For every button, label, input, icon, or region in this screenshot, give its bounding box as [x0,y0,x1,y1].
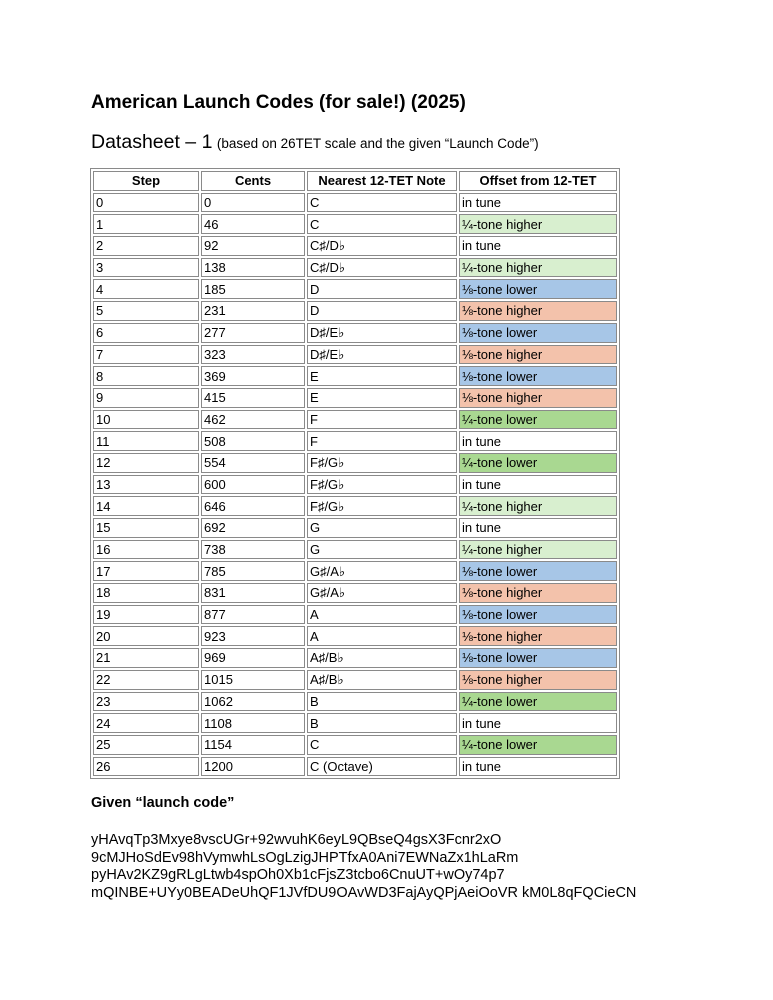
cell-nearest-note: D [307,301,457,321]
cell-offset: ⅛-tone lower [459,605,617,625]
cell-nearest-note: D♯/E♭ [307,323,457,343]
cell-nearest-note: G [307,518,457,538]
cell-cents: 785 [201,561,305,581]
table-row [93,757,617,777]
tuning-table [90,168,620,779]
cell-step: 5 [93,301,199,321]
header-offset: Offset from 12-TET [459,171,617,191]
cell-step: 24 [93,713,199,733]
table-row [93,193,617,213]
cell-offset: ⅛-tone higher [459,583,617,603]
cell-cents: 1200 [201,757,305,777]
cell-cents: 369 [201,366,305,386]
cell-offset: in tune [459,475,617,495]
launch-code-line: pyHAv2KZ9gRLgLtwb4spOh0Xb1cFjsZ3tcbo6CnuUT+wOy74p7 [91,867,505,883]
cell-nearest-note: C (Octave) [307,757,457,777]
cell-nearest-note: C [307,214,457,234]
cell-cents: 646 [201,496,305,516]
table-row [93,670,617,690]
table-row [93,431,617,451]
table-row [93,214,617,234]
cell-offset: in tune [459,236,617,256]
cell-step: 23 [93,692,199,712]
cell-offset: ⅛-tone higher [459,388,617,408]
cell-nearest-note: A [307,605,457,625]
cell-step: 8 [93,366,199,386]
table-row [93,605,617,625]
table-row [93,301,617,321]
launch-code-line: 9cMJHoSdEv98hVymwhLsOgLzigJHPTfxA0Ani7EWNaZx1hLaRm [91,849,519,866]
table-row [93,258,617,278]
cell-nearest-note: E [307,366,457,386]
table-row [93,279,617,299]
cell-cents: 1154 [201,735,305,755]
datasheet-heading: Datasheet – 1 [91,131,213,153]
cell-nearest-note: F♯/G♭ [307,453,457,473]
launch-code-line: mQINBE+UYy0BEADeUhQF1JVfDU9OAvWD3FajAyQPjAeiOoVR kM0L8qFQCieCN [91,884,637,901]
cell-cents: 0 [201,193,305,213]
cell-cents: 185 [201,279,305,299]
table-row [93,496,617,516]
cell-offset: in tune [459,713,617,733]
cell-nearest-note: B [307,713,457,733]
cell-step: 9 [93,388,199,408]
cell-nearest-note: F♯/G♭ [307,475,457,495]
cell-nearest-note: A [307,626,457,646]
cell-offset: ⅛-tone lower [459,561,617,581]
cell-cents: 738 [201,540,305,560]
cell-offset: ⅛-tone higher [459,301,617,321]
cell-offset: ¼-tone higher [459,214,617,234]
cell-step: 22 [93,670,199,690]
cell-step: 21 [93,648,199,668]
cell-step: 20 [93,626,199,646]
header-cents: Cents [201,171,305,191]
table-row [93,410,617,430]
table-row [93,735,617,755]
cell-nearest-note: C♯/D♭ [307,236,457,256]
cell-nearest-note: G [307,540,457,560]
cell-offset: ⅛-tone lower [459,279,617,299]
cell-step: 0 [93,193,199,213]
cell-offset: ¼-tone lower [459,735,617,755]
cell-cents: 923 [201,626,305,646]
table-body [93,193,617,777]
cell-nearest-note: E [307,388,457,408]
cell-cents: 92 [201,236,305,256]
cell-nearest-note: A♯/B♭ [307,648,457,668]
cell-cents: 46 [201,214,305,234]
cell-offset: ¼-tone higher [459,540,617,560]
cell-offset: ¼-tone higher [459,258,617,278]
table-row [93,583,617,603]
launch-code-block [91,832,636,902]
cell-nearest-note: F [307,410,457,430]
cell-step: 25 [93,735,199,755]
table-row [93,475,617,495]
cell-cents: 231 [201,301,305,321]
cell-step: 1 [93,214,199,234]
table-row [93,648,617,668]
cell-step: 17 [93,561,199,581]
datasheet-note: (based on 26TET scale and the given “Launch Code”) [216,136,539,151]
cell-step: 12 [93,453,199,473]
table-row [93,323,617,343]
cell-cents: 415 [201,388,305,408]
cell-cents: 600 [201,475,305,495]
table-row [93,561,617,581]
cell-offset: ⅛-tone higher [459,626,617,646]
table-row [93,453,617,473]
cell-step: 3 [93,258,199,278]
cell-cents: 1062 [201,692,305,712]
table-header-row [93,171,617,191]
cell-nearest-note: F♯/G♭ [307,496,457,516]
table-row [93,236,617,256]
cell-cents: 138 [201,258,305,278]
cell-cents: 323 [201,345,305,365]
cell-step: 7 [93,345,199,365]
cell-nearest-note: C♯/D♭ [307,258,457,278]
cell-nearest-note: D♯/E♭ [307,345,457,365]
cell-cents: 554 [201,453,305,473]
cell-cents: 877 [201,605,305,625]
cell-nearest-note: D [307,279,457,299]
table-row [93,366,617,386]
table-row [93,388,617,408]
cell-offset: ¼-tone lower [459,692,617,712]
cell-nearest-note: C [307,193,457,213]
cell-offset: ¼-tone lower [459,453,617,473]
cell-step: 16 [93,540,199,560]
cell-step: 13 [93,475,199,495]
cell-offset: in tune [459,757,617,777]
cell-cents: 462 [201,410,305,430]
table-row [93,345,617,365]
cell-offset: ⅛-tone lower [459,366,617,386]
cell-cents: 1015 [201,670,305,690]
cell-step: 4 [93,279,199,299]
cell-offset: ⅛-tone higher [459,345,617,365]
cell-cents: 969 [201,648,305,668]
cell-offset: ¼-tone higher [459,496,617,516]
table-row [93,626,617,646]
header-nearest-note: Nearest 12-TET Note [307,171,457,191]
cell-offset: ⅛-tone higher [459,670,617,690]
cell-cents: 692 [201,518,305,538]
cell-nearest-note: B [307,692,457,712]
table-row [93,692,617,712]
cell-offset: in tune [459,193,617,213]
cell-cents: 508 [201,431,305,451]
cell-cents: 831 [201,583,305,603]
cell-step: 26 [93,757,199,777]
table-row [93,540,617,560]
cell-offset: in tune [459,431,617,451]
cell-nearest-note: C [307,735,457,755]
cell-offset: in tune [459,518,617,538]
cell-offset: ¼-tone lower [459,410,617,430]
cell-cents: 277 [201,323,305,343]
document-title: American Launch Codes (for sale!) (2025) [91,92,466,113]
cell-cents: 1108 [201,713,305,733]
cell-step: 6 [93,323,199,343]
cell-step: 11 [93,431,199,451]
cell-nearest-note: A♯/B♭ [307,670,457,690]
cell-step: 15 [93,518,199,538]
cell-step: 10 [93,410,199,430]
cell-step: 2 [93,236,199,256]
cell-offset: ⅛-tone lower [459,648,617,668]
cell-nearest-note: F [307,431,457,451]
cell-step: 19 [93,605,199,625]
cell-nearest-note: G♯/A♭ [307,583,457,603]
cell-offset: ⅛-tone lower [459,323,617,343]
datasheet-subtitle [91,131,539,154]
launch-code-line: yHAvqTp3Mxye8vscUGr+92wvuhK6eyL9QBseQ4gsX3Fcnr2xO [91,832,502,848]
cell-step: 14 [93,496,199,516]
cell-nearest-note: G♯/A♭ [307,561,457,581]
table-row [93,518,617,538]
launch-code-heading: Given “launch code” [91,795,235,811]
table-row [93,713,617,733]
cell-step: 18 [93,583,199,603]
header-step: Step [93,171,199,191]
